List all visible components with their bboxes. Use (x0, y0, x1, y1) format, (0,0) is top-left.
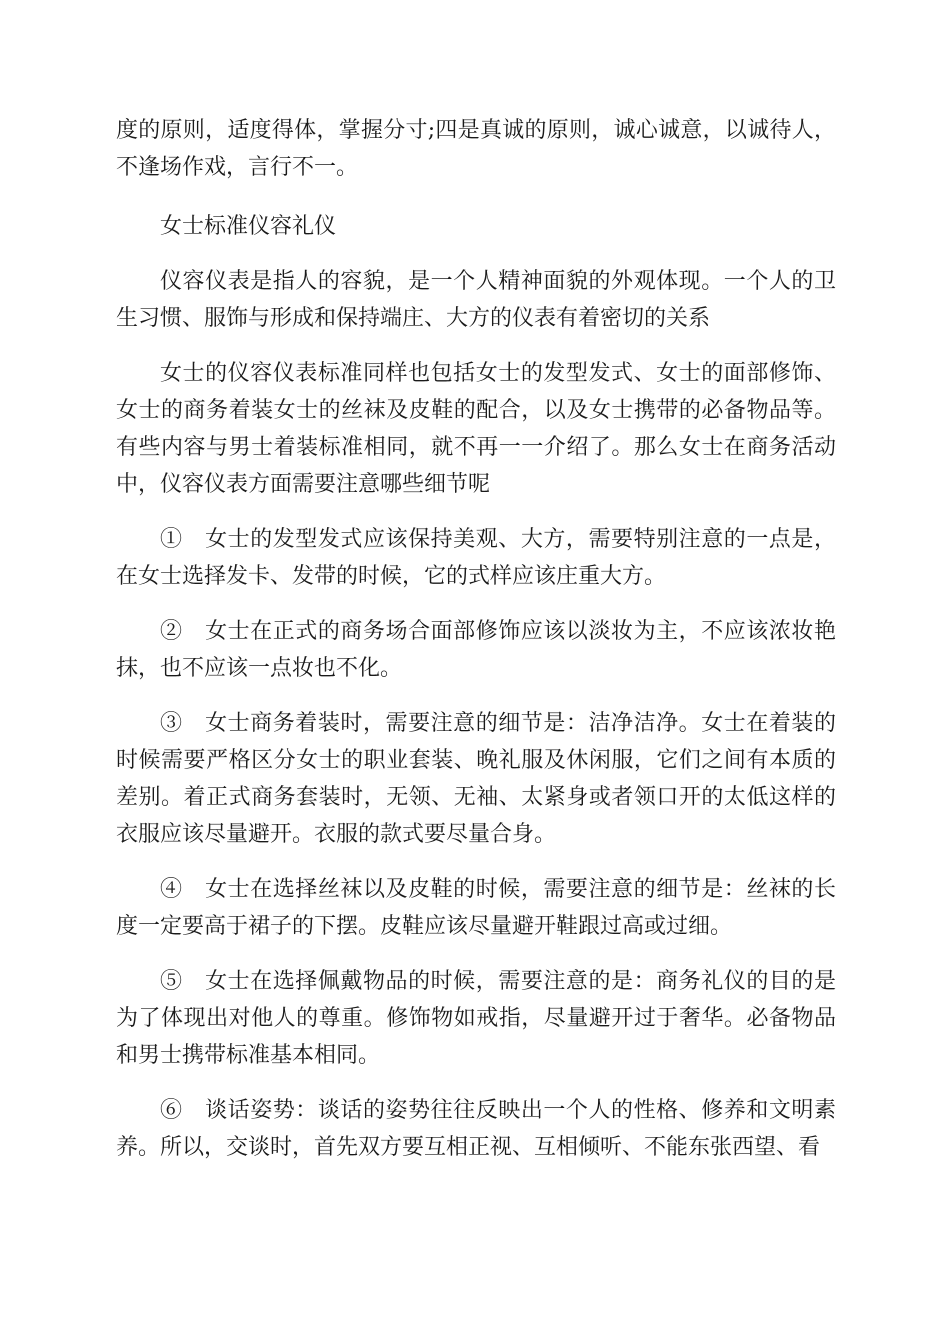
list-item-attire: ③ 女士商务着装时，需要注意的细节是：洁净洁净。女士在着装的时候需要严格区分女士的职业套装、晚礼服及休闲服，它们之间有本质的差别。着正式商务套装时，无领、无袖、太紧身或者领口开的太低这样的衣服应该尽量避开。衣服的款式要尽量合身。 (116, 711, 836, 847)
document-body (116, 112, 836, 1184)
section-heading: 女士标准仪容礼仪 (160, 214, 337, 239)
list-item-makeup: ② 女士在正式的商务场合面部修饰应该以淡妆为主，不应该浓妆艳抹，也不应该一点妆也不化。 (116, 619, 836, 681)
paragraph-overview: 女士的仪容仪表标准同样也包括女士的发型发式、女士的面部修饰、女士的商务着装女士的丝袜及皮鞋的配合，以及女士携带的必备物品等。有些内容与男士着装标准相同，就不再一一介绍了。那么女士在商务活动中，仪容仪表方面需要注意哪些细节呢 (116, 361, 836, 497)
list-item-hairstyle: ① 女士的发型发式应该保持美观、大方，需要特别注意的一点是，在女士选择发卡、发带的时候，它的式样应该庄重大方。 (116, 527, 836, 589)
list-item-accessories: ⑤ 女士在选择佩戴物品的时候，需要注意的是：商务礼仪的目的是为了体现出对他人的尊重。修饰物如戒指，尽量避开过于奢华。必备物品和男士携带标准基本相同。 (116, 969, 836, 1068)
paragraph-continuation: 度的原则，适度得体，掌握分寸;四是真诚的原则，诚心诚意，以诚待人，不逢场作戏，言行不一。 (116, 118, 836, 180)
list-item-conversation: ⑥ 谈话姿势：谈话的姿势往往反映出一个人的性格、修养和文明素养。所以，交谈时，首先双方要互相正视、互相倾听、不能东张西望、看 (116, 1098, 836, 1160)
paragraph-definition: 仪容仪表是指人的容貌，是一个人精神面貌的外观体现。一个人的卫生习惯、服饰与形成和保持端庄、大方的仪表有着密切的关系 (116, 269, 836, 331)
list-item-stockings-shoes: ④ 女士在选择丝袜以及皮鞋的时候，需要注意的细节是：丝袜的长度一定要高于裙子的下摆。皮鞋应该尽量避开鞋跟过高或过细。 (116, 877, 836, 939)
